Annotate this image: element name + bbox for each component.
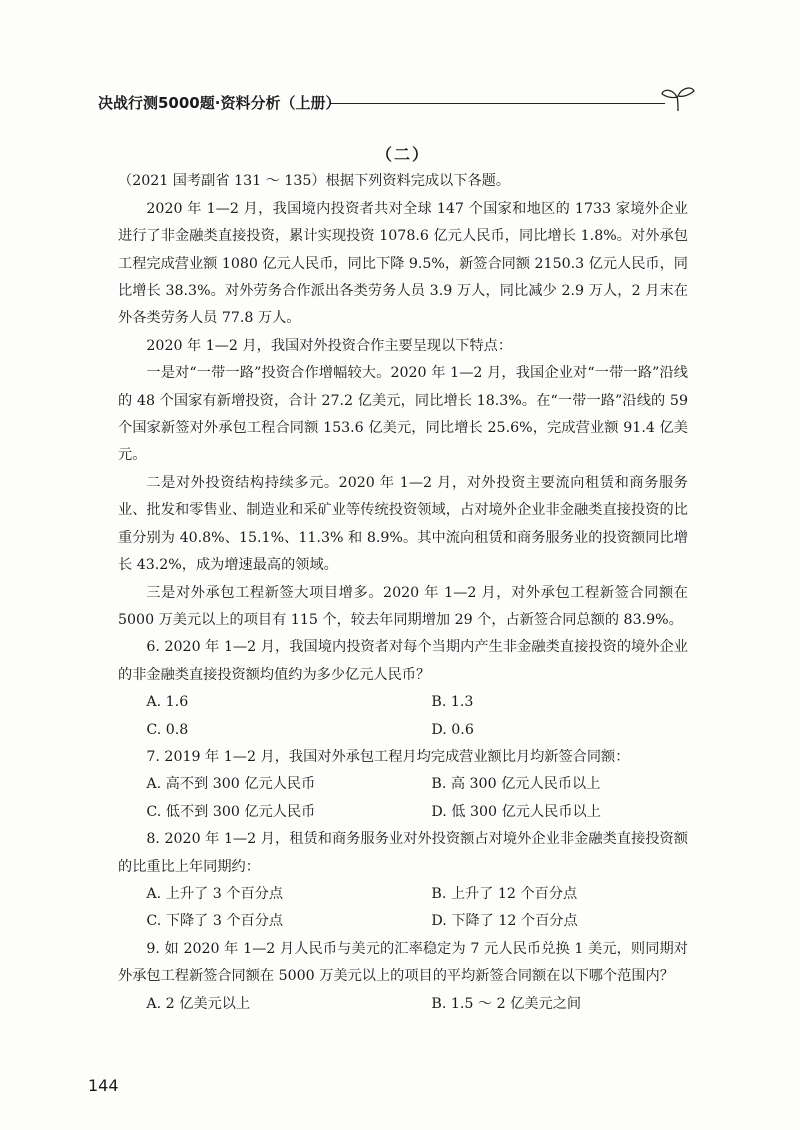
question-8-option-c: C. 下降了 3 个百分点 <box>146 913 284 930</box>
paragraph-3: 一是对“一带一路”投资合作增幅较大。2020 年 1—2 月，我国企业对“一带一路”沿线的 48 个国家有新增投资，合计 27.2 亿美元，同比增长 18.3%。在“一带一路”沿线的 59 个国家新签对外承包工程合同额 153.6 亿美元，同比增长 25.6%，完成营业额 91.4 亿美元。 <box>118 365 688 464</box>
question-9-option-a: A. 2 亿美元以上 <box>146 995 251 1012</box>
question-7-stem: 7. 2019 年 1—2 月，我国对外承包工程月均完成营业额比月均新签合同额： <box>146 748 630 765</box>
paragraph-4: 二是对外投资结构持续多元。2020 年 1—2 月，对外投资主要流向租赁和商务服务业、批发和零售业、制造业和采矿业等传统投资领域，占对境外企业非金融类直接投资的比重分别为 40.8%、15.1%、11.3% 和 8.9%。其中流向租赁和商务服务业的投资额同比增长 43.2%，成为增速最高的领域。 <box>118 474 688 574</box>
question-6-option-b: B. 1.3 <box>431 694 474 711</box>
question-9-option-b: B. 1.5 ～ 2 亿美元之间 <box>431 995 582 1012</box>
intro-text: （2021 国考副省 131 ～ 135）根据下列资料完成以下各题。 <box>118 173 511 190</box>
question-8-option-d: D. 下降了 12 个百分点 <box>431 913 578 930</box>
page-content <box>118 141 688 1018</box>
question-8-option-a: A. 上升了 3 个百分点 <box>146 885 284 902</box>
question-9-options-row-1 <box>118 991 688 1018</box>
question-6-options-row-2 <box>118 717 688 744</box>
question-6-stem: 6. 2020 年 1—2 月，我国境内投资者对每个当期内产生非金融类直接投资的境外企业的非金融类直接投资额均值约为多少亿元人民币？ <box>118 639 688 683</box>
section-title: （二） <box>375 145 430 164</box>
question-6-option-a: A. 1.6 <box>146 694 189 711</box>
running-header <box>98 84 698 114</box>
paragraph-5: 三是对外承包工程新签大项目增多。2020 年 1—2 月，对外承包工程新签合同额在 5000 万美元以上的项目有 115 个，较去年同期增加 29 个，占新签合同总额的 83.9%。 <box>118 584 688 628</box>
question-6-option-c: C. 0.8 <box>146 721 189 738</box>
question-7-options-row-1 <box>118 771 688 798</box>
question-6-option-d: D. 0.6 <box>431 721 474 738</box>
paragraph-1: 2020 年 1—2 月，我国境内投资者共对全球 147 个国家和地区的 1733 家境外企业进行了非金融类直接投资，累计实现投资 1078.6 亿元人民币，同比增长 1.8%。对外承包工程完成营业额 1080 亿元人民币，同比下降 9.5%，新签合同额 2150.3 亿元人民币，同比增长 38.3%。对外劳务合作派出各类劳务人员 3.9 万人，同比减少 2.9 万人，2 月末在外各类劳务人员 77.8 万人。 <box>118 200 688 327</box>
question-8-option-b: B. 上升了 12 个百分点 <box>431 885 578 902</box>
question-6-options-row-1 <box>118 689 688 716</box>
question-9-stem: 9. 如 2020 年 1—2 月人民币与美元的汇率稳定为 7 元人民币兑换 1 美元，则同期对外承包工程新签合同额在 5000 万美元以上的项目的平均新签合同额在以下哪个范围内？ <box>118 940 688 985</box>
question-7-options-row-2 <box>118 799 688 826</box>
question-7-option-d: D. 低 300 亿元人民币以上 <box>431 803 601 820</box>
question-7-option-b: B. 高 300 亿元人民币以上 <box>431 776 601 793</box>
question-8-options-row-2 <box>118 908 688 935</box>
question-7-option-c: C. 低不到 300 亿元人民币 <box>146 803 316 820</box>
sprout-icon <box>660 84 696 112</box>
page-number: 144 <box>88 1076 119 1095</box>
question-7-option-a: A. 高不到 300 亿元人民币 <box>146 776 316 793</box>
paragraph-2: 2020 年 1—2 月，我国对外投资合作主要呈现以下特点： <box>146 337 513 354</box>
question-8-stem: 8. 2020 年 1—2 月，租赁和商务服务业对外投资额占对境外企业非金融类直接投资额的比重比上年同期约： <box>118 831 688 875</box>
header-rule <box>330 103 665 104</box>
question-8-options-row-1 <box>118 881 688 908</box>
book-title: 决战行测5000题·资料分析（上册） <box>98 94 341 112</box>
